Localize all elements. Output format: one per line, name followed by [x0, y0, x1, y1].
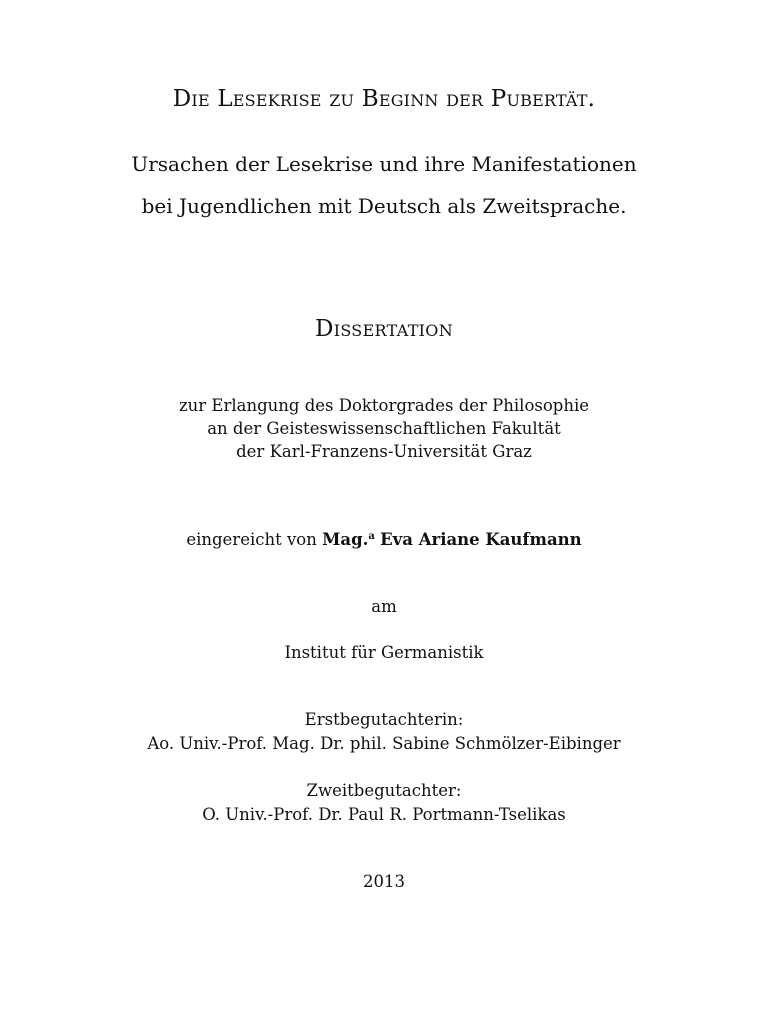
submission-prefix: eingereicht von — [186, 530, 317, 549]
institute-name: Institut für Germanistik — [284, 643, 484, 662]
document-type: Dissertation — [314, 316, 454, 342]
subtitle-line-1: Ursachen der Lesekrise und ihre Manifestationen — [131, 152, 637, 176]
second-reviewer-label: Zweitbegutachter: — [306, 781, 462, 800]
document-title: Die Lesekrise zu Beginn der Pubertät. — [172, 86, 596, 112]
author-title: Mag.$^a$ — [322, 530, 375, 549]
author-name: Eva Ariane Kaufmann — [380, 530, 582, 549]
at-label: am — [371, 597, 397, 616]
submission-year: 2013 — [363, 872, 405, 891]
submission-line — [0, 530, 768, 549]
first-reviewer-name: Ao. Univ.-Prof. Mag. Dr. phil. Sabine Schmölzer-Eibinger — [147, 734, 621, 753]
subtitle-line-2: bei Jugendlichen mit Deutsch als Zweitsprache. — [141, 194, 627, 218]
author-title-superscript: a — [368, 531, 375, 542]
first-reviewer-label: Erstbegutachterin: — [304, 710, 464, 729]
purpose-line-2: an der Geisteswissenschaftlichen Fakultät — [207, 419, 561, 438]
purpose-line-3: der Karl-Franzens-Universität Graz — [236, 442, 532, 461]
purpose-line-1: zur Erlangung des Doktorgrades der Philosophie — [178, 396, 590, 415]
second-reviewer-name: O. Univ.-Prof. Dr. Paul R. Portmann-Tselikas — [202, 805, 566, 824]
